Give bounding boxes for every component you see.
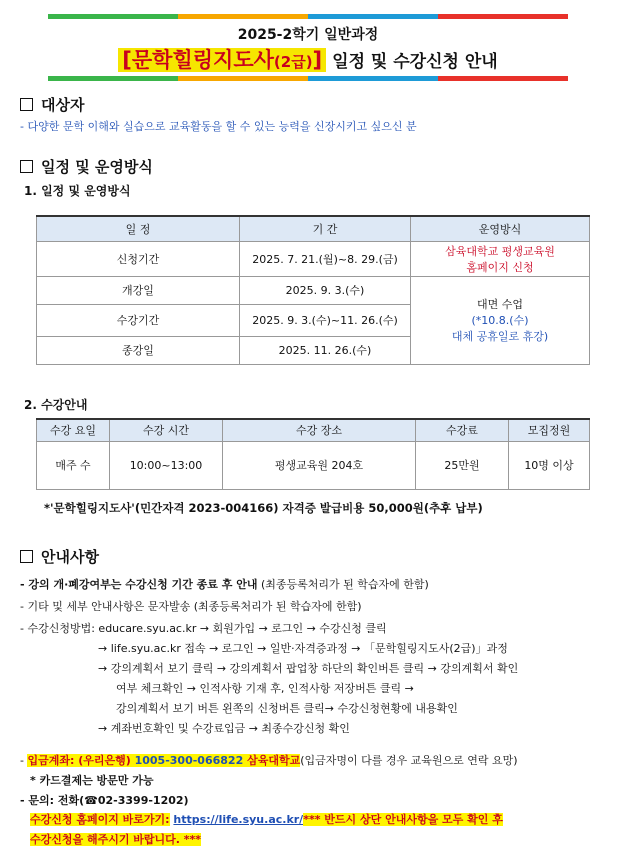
signup-link[interactable]: https://life.syu.ac.kr/ (173, 813, 304, 826)
header-subtitle: 2025-2학기 일반과정 (237, 27, 379, 43)
account-number: 1005-300-066822 (134, 754, 244, 767)
header-bottom-bar (48, 76, 568, 81)
checkbox-square-icon (20, 160, 33, 173)
th-schedule: 일 정 (37, 216, 240, 241)
notice-step: → 계좌번호확인 및 수강료입금 → 최종수강신청 확인 (98, 722, 350, 735)
table-row: 신청기간 2025. 7. 21.(월)~8. 29.(금) 삼육대학교 평생교육원 홈페이지 신청 (37, 241, 590, 276)
method-class: 대면 수업 (*10.8.(수) 대체 공휴일로 휴강) (411, 276, 590, 364)
checkbox-square-icon (20, 550, 33, 563)
notice-item: - 강의 개·폐강여부는 수강신청 기간 종료 후 안내 (최종등록처리가 된 학습자에 한함) (20, 578, 429, 591)
checkbox-square-icon (20, 98, 33, 111)
notice-item: - 기타 및 세부 안내사항은 문자발송 (최종등록처리가 된 학습자에 한함) (20, 600, 362, 613)
schedule-table (36, 215, 590, 365)
notice-step: → life.syu.ac.kr 접속 → 로그인 → 일반·자격증과정 → 「문학힐링지도사(2급)」과정 (98, 642, 508, 655)
section-schedule-title: 일정 및 운영방식 (20, 156, 153, 177)
signup-link-line2: 수강신청을 해주시기 바랍니다. *** (30, 833, 202, 846)
title-highlight: [문학힐링지도사(2급)] (118, 48, 326, 72)
section-target-title: 대상자 (20, 94, 84, 115)
method-apply: 삼육대학교 평생교육원 홈페이지 신청 (411, 241, 590, 276)
course-table: 수강 요일 수강 시간 수강 장소 수강료 모집정원 매주 수 10:00~13:00 평생교육원 204호 25만원 10명 이상 (36, 418, 590, 490)
th-method: 운영방식 (411, 216, 590, 241)
bank-account-line: - 입금계좌: (우리은행) 1005-300-066822 삼육대학교(입금자명이 다를 경우 교육원으로 연락 요망) (20, 754, 518, 767)
contact-line: - 문의: 전화(☎02-3399-1202) (20, 794, 189, 807)
notice-step: 강의계획서 보기 버튼 왼쪽의 신청버튼 클릭→ 수강신청현황에 내용확인 (116, 702, 458, 715)
card-note: * 카드결제는 방문만 가능 (30, 774, 154, 787)
notice-item: - 수강신청방법: educare.syu.ac.kr → 회원가입 → 로그인 → 수강신청 클릭 (20, 622, 387, 635)
page-title: [문학힐링지도사(2급)] 일정 및 수강신청 안내 (48, 44, 568, 74)
section-notice-title: 안내사항 (20, 546, 99, 567)
table-row: 매주 수 10:00~13:00 평생교육원 204호 25만원 10명 이상 (37, 441, 590, 489)
table-row: 종강일 2025. 11. 26.(수) (37, 336, 590, 364)
table-row: 개강일 2025. 9. 3.(수) 대면 수업 (*10.8.(수) 대체 공휴일로 휴강) (37, 276, 590, 304)
table-row: 수강기간 2025. 9. 3.(수)~11. 26.(수) (37, 304, 590, 336)
certificate-note: *'문학힐링지도사'(민간자격 2023-004166) 자격증 발급비용 50,000원(추후 납부) (44, 501, 483, 515)
header-top-bar (48, 14, 568, 19)
course-subtitle: 2. 수강안내 (24, 398, 88, 412)
th-period: 기 간 (240, 216, 411, 241)
target-description: - 다양한 문학 이해와 실습으로 교육활동을 할 수 있는 능력을 신장시키고 싶으신 분 (20, 120, 417, 133)
schedule-subtitle: 1. 일정 및 운영방식 (24, 184, 131, 198)
signup-link-line: 수강신청 홈페이지 바로가기: https://life.syu.ac.kr/*** 반드시 상단 안내사항을 모두 확인 후 (30, 813, 503, 826)
notice-step: 여부 체크확인 → 인적사항 기재 후, 인적사항 저장버튼 클릭 → (116, 682, 414, 695)
notice-step: → 강의계획서 보기 클릭 → 강의계획서 팝업창 하단의 확인버튼 클릭 → 강의계획서 확인 (98, 662, 519, 675)
